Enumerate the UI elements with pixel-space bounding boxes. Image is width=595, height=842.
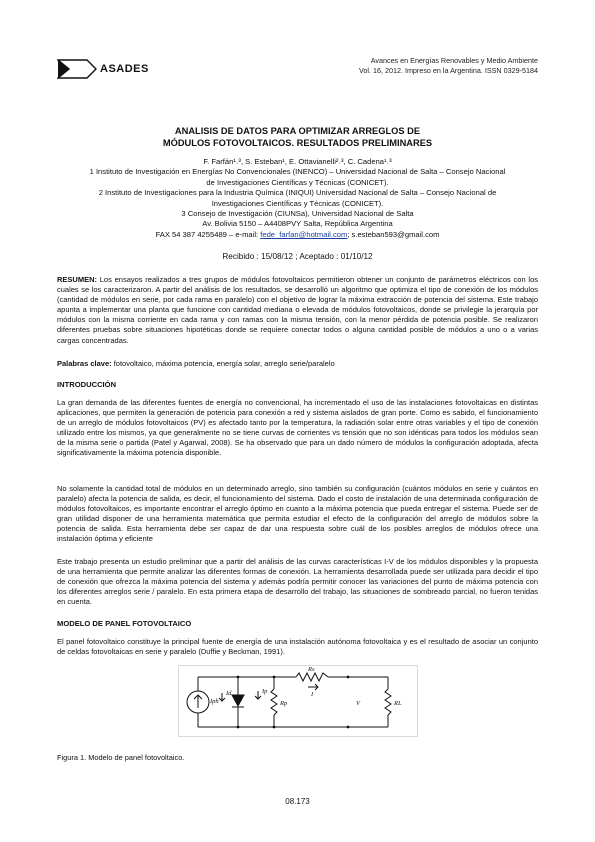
asades-logo-icon [57, 58, 97, 80]
keywords-label: Palabras clave: [57, 359, 112, 368]
section-heading-intro: INTRODUCCIÓN [57, 380, 117, 389]
received-accepted-dates: Recibido : 15/08/12 ; Aceptado : 01/10/12 [222, 252, 373, 261]
email-link[interactable]: fede_farfan@hotmail.com [260, 229, 348, 239]
address: Av. Bolivia 5150 – A4408PVY Salta, República Argentina [202, 219, 393, 229]
label-rl: RL [394, 700, 402, 707]
abstract-text: Los ensayos realizados a tres grupos de módulos fotovoltaicos permitieron obtener un conjunto de parámetros eléctricos con los cuales se los caracterizaron. A partir del análisis de los resultados, se desarrolló un algoritmo que optimiza el tipo de conexión de los módulos (cantidad de módulos en serie, por cada rama en paralelo) con el objetivo de lograr la máxima extracción de potencia del sistema. Este trabajo apunta a implementar una planta que funcione con cantidad mediana o elevada de módulos fotovoltaicos, donde se privilegie la jerarquía por módulos con la misma corriente en cada rama y con ramas con la misma tensión, con la menor pérdida de potencia posible. Se realizaron diferentes pruebas sobre situaciones hipotéticas donde se requiere conectar todos o alguna cantidad posible de módulos a uno o a varias cargas concentradas. [57, 275, 538, 345]
keywords-text: fotovoltaico, máxima potencia, energía solar, arreglo serie/paralelo [111, 359, 335, 368]
affiliation-3: 3 Consejo de Investigación (CIUNSa), Universidad Nacional de Salta [181, 209, 414, 219]
affiliation-2b: Investigaciones Científicas y Técnicas (CONICET). [211, 198, 384, 208]
intro-paragraph-2: No solamente la cantidad total de módulos en un determinado arreglo, sino también su configuración (cuántos módulos en serie y cuántos en paralelo) afecta la potencia de salida, es decir, el funcionamiento del sistema. Dado el costo de instalación de una determinada configuración de módulos fotovoltaicos, es importante encontrar el arreglo óptimo en cuanto a la máxima potencia que pueda entregar el sistema. Puede ser de gran utilidad disponer de una herramienta matemática que permita estudiar el efecto de la configuración del arreglo de módulos sobre la potencia de salida. Esta herramienta debe ser capaz de dar una respuesta sobre cuál de los posibles arreglos de módulos ofrece una instalación óptima y eficiente [57, 484, 538, 544]
journal-info [359, 56, 538, 76]
affiliation-1b: de Investigaciones Científicas y Técnicas (CONICET). [206, 177, 389, 187]
label-id: Id [226, 690, 232, 697]
email-secondary: ; s.esteban593@gmail.com [347, 229, 440, 239]
label-rp: Rp [280, 700, 288, 707]
label-ip: Ip [262, 688, 268, 695]
journal-volume: Vol. 16, 2012. Impreso en la Argentina. ISSN 0329-5184 [358, 66, 538, 75]
label-rs: Rs [308, 666, 315, 673]
authors: F. Farfán¹˒³, S. Esteban¹, E. Ottavianelli²˒³, C. Cadena¹˒³ [203, 157, 392, 166]
paper-title [57, 125, 538, 149]
logo-text: ASADES [100, 63, 149, 75]
label-iph: Iph [210, 698, 219, 705]
affiliation-2: 2 Instituto de Investigaciones para la Industria Química (INIQUI) Universidad Nacional de Salta – Consejo Nacional de [98, 188, 497, 198]
title-line-2: MÓDULOS FOTOVOLTAICOS. RESULTADOS PRELIMINARES [162, 138, 433, 148]
keywords [57, 359, 538, 369]
page-number: 08.173 [285, 797, 310, 806]
title-line-1: ANALISIS DE DATOS PARA OPTIMIZAR ARREGLOS DE [174, 126, 421, 136]
abstract [57, 275, 538, 346]
journal-name: Avances en Energías Renovables y Medio Ambiente [370, 56, 538, 65]
section-heading-model: MODELO DE PANEL FOTOVOLTAICO [57, 619, 192, 628]
abstract-label: RESUMEN: [57, 275, 98, 284]
figure-caption: Figura 1. Modelo de panel fotovoltaico. [57, 753, 185, 762]
pv-circuit-diagram [178, 665, 418, 737]
front-matter [57, 157, 538, 240]
intro-paragraph-1: La gran demanda de las diferentes fuentes de energía no convencional, ha incrementado el uso de las instalaciones fotovoltaicas en distintas aplicaciones, que permiten la generación de potencia para conexión a red y sistema aislados de gran porte. Como es sabido, el funcionamiento de un arreglo de módulos fotovoltaicos (PV) es afectado tanto por la temperatura, la radiación solar entre otras variables y el tipo de conexión utilizado entre los mismos, ya que generalmente no se tiene curvas de corrientes vs tensión que no son idénticas para todos los módulos sean de la misma serie o partida (Patel y Agarwal, 2008). Se ha observado que para un dado número de módulos la configuración adoptada, afecta significativamente la máxima potencia disponible. [57, 398, 538, 458]
fax-label: FAX 54 387 4255489 – e-mail: [155, 229, 261, 239]
label-i: I [311, 691, 314, 698]
affiliation-1: 1 Instituto de Investigación en Energías No Convencionales (INENCO) – Universidad Nacional de Salta – Consejo Nacional [89, 167, 506, 177]
intro-paragraph-3: Este trabajo presenta un estudio preliminar que a partir del análisis de las curvas características I-V de los módulos disponibles y la propuesta de una herramienta que permite analizar las diferentes formas de conexión. La herramienta desarrollada puede ser utilizada para decidir el tipo de conexión que ofrezca la máxima potencia del sistema y además podría permitir conocer las variaciones del punto de máxima potencia con los diferentes arreglos serie / paralelo. En esta primera etapa de desarrollo del trabajo, las situaciones de sombreado parcial, no fueron tenidas en cuenta. [57, 557, 538, 607]
model-paragraph-1: El panel fotovoltaico constituye la principal fuente de energía de una instalación autónoma fotovoltaica y es el resultado de asociar un conjunto de celdas fotovoltaicas en serie y paralelo (Duffie y Beckman, 1991). [57, 637, 538, 657]
contact-line [57, 230, 538, 240]
label-v: V [356, 700, 360, 707]
